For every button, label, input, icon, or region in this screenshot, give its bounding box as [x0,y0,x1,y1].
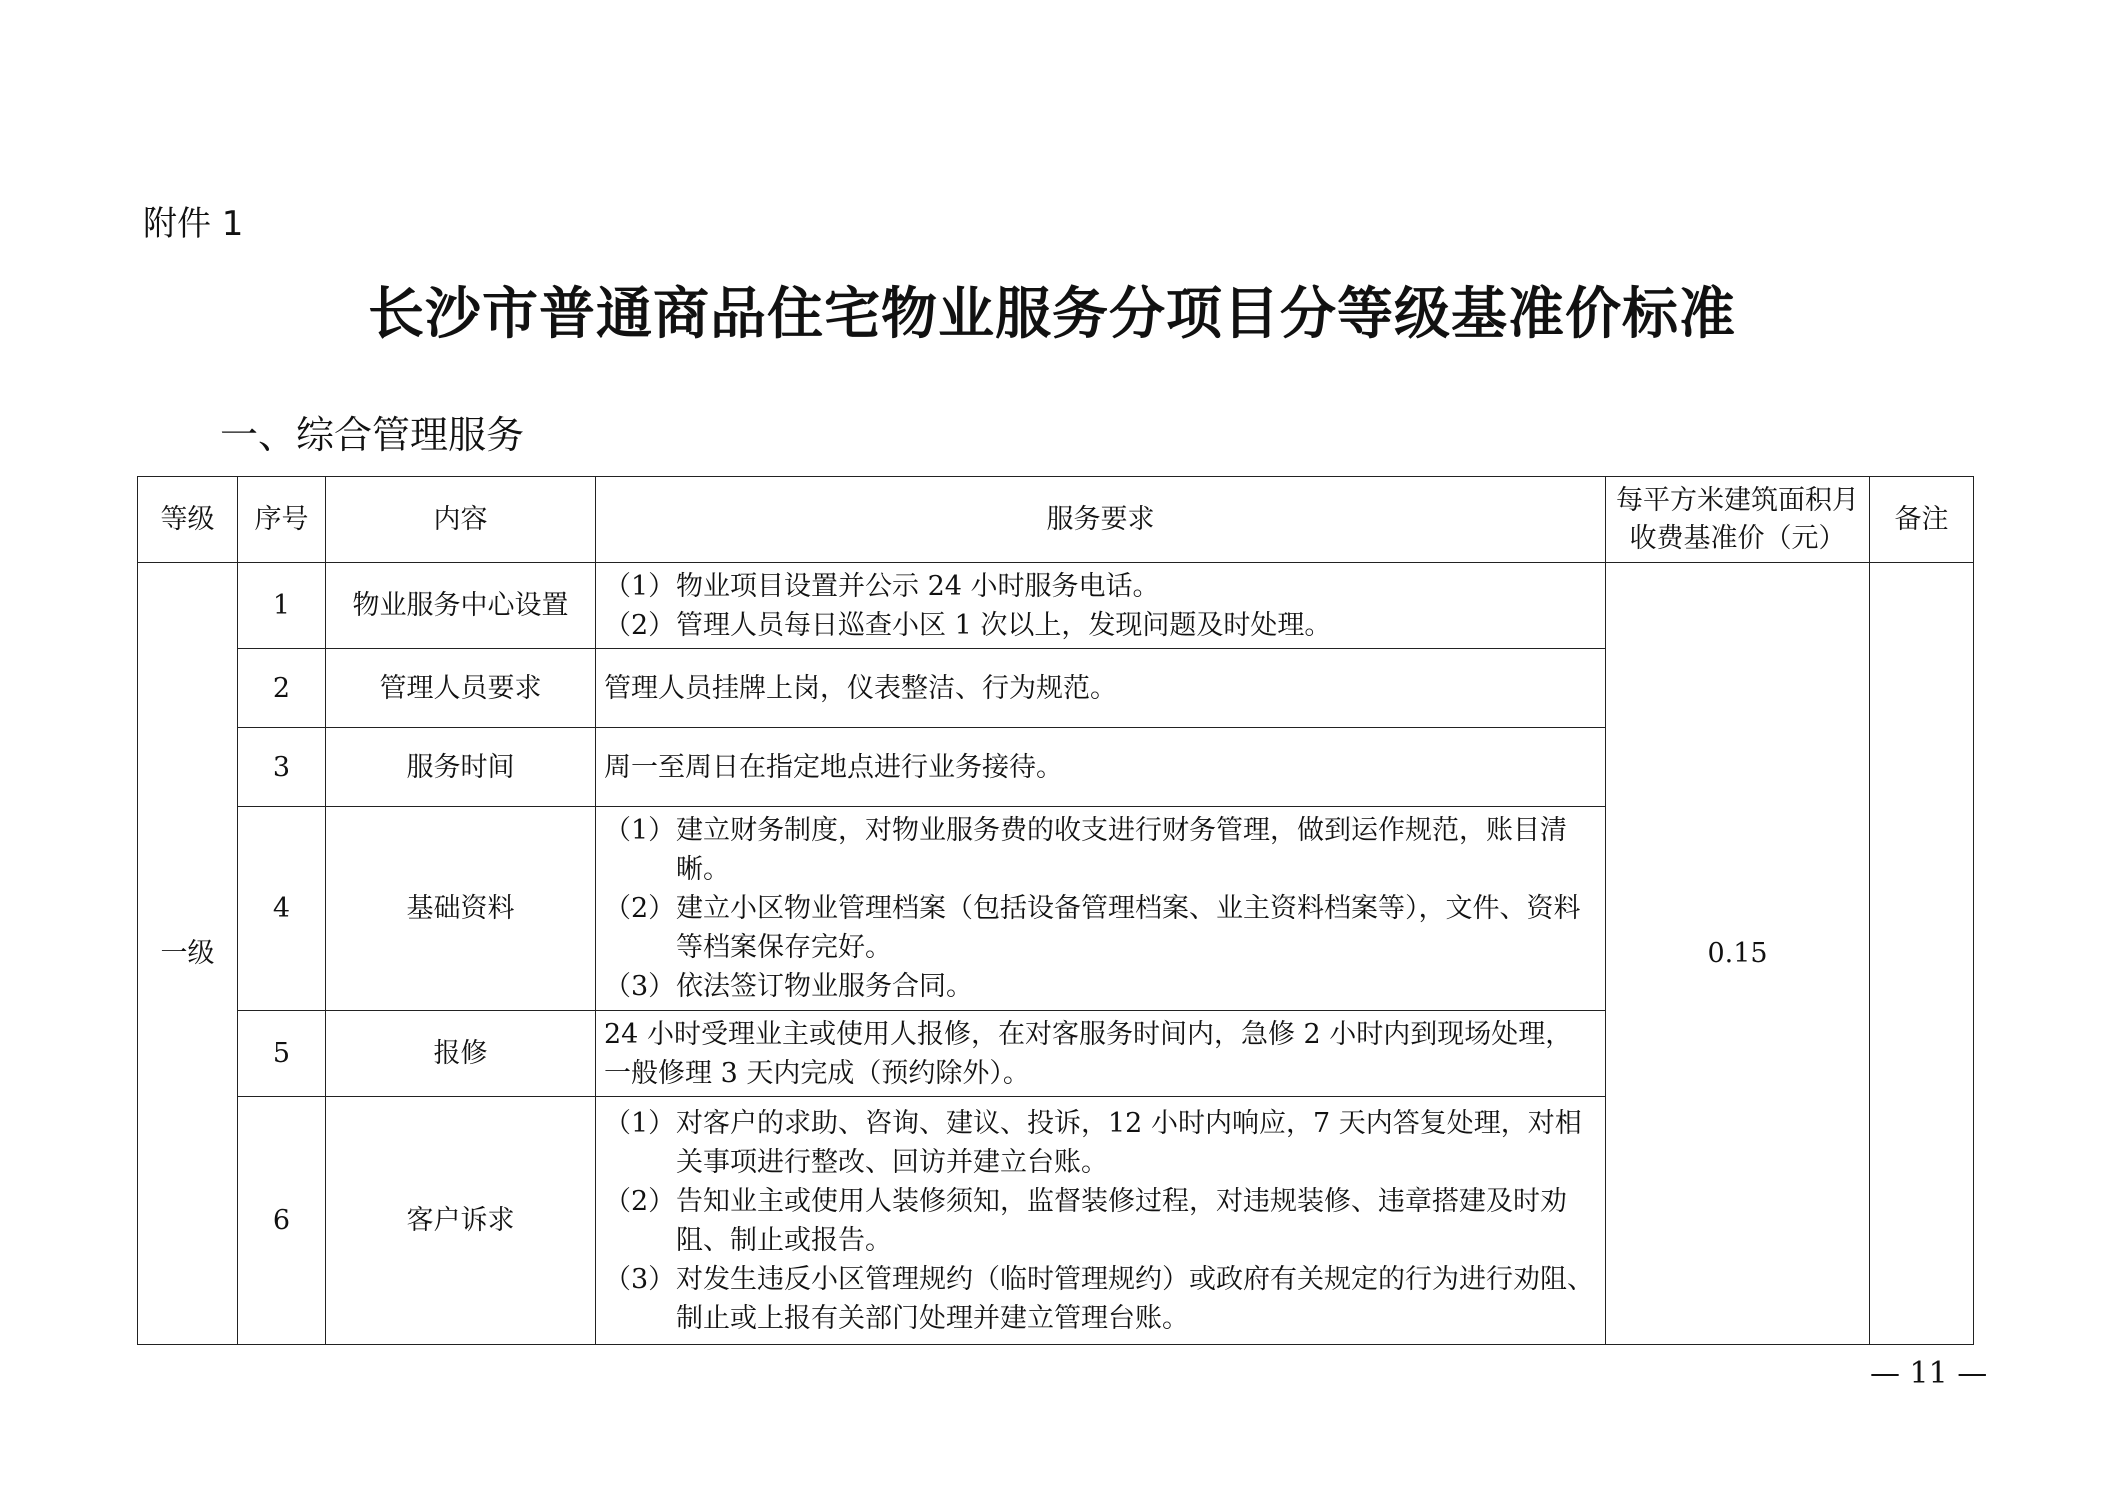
content-cell: 服务时间 [326,728,596,807]
section-heading: 一、综合管理服务 [220,413,525,457]
header-requirements: 服务要求 [596,477,1606,563]
requirement-item: （3）依法签订物业服务合同。 [604,971,973,1002]
requirement-item: （1）建立财务制度，对物业服务费的收支进行财务管理，做到运作规范，账目清晰。 [604,815,1567,885]
table-header-row [138,477,1974,563]
content-cell: 管理人员要求 [326,649,596,728]
seq-cell: 3 [238,728,326,807]
requirements-cell [596,1097,1606,1345]
page-number: — 11 — [1870,1356,1988,1391]
seq-cell: 4 [238,807,326,1011]
requirements-cell [596,563,1606,649]
header-grade: 等级 [138,477,238,563]
requirement-item: （1）对客户的求助、咨询、建议、投诉，12 小时内响应，7 天内答复处理，对相关事项进行整改、回访并建立台账。 [604,1107,1582,1178]
requirement-item: （2）告知业主或使用人装修须知，监督装修过程，对违规装修、违章搭建及时劝阻、制止或报告。 [604,1185,1567,1256]
table-row [138,563,1974,649]
remarks-cell [1870,563,1974,1345]
content-cell: 物业服务中心设置 [326,563,596,649]
requirements-cell: 24 小时受理业主或使用人报修，在对客服务时间内，急修 2 小时内到现场处理，一般修理 3 天内完成（预约除外）。 [596,1011,1606,1097]
seq-cell: 6 [238,1097,326,1345]
grade-cell: 一级 [138,563,238,1345]
requirement-item: （1）物业项目设置并公示 24 小时服务电话。 [604,570,1160,602]
header-price: 每平方米建筑面积月收费基准价（元） [1606,477,1870,563]
content-cell: 基础资料 [326,807,596,1011]
seq-cell: 5 [238,1011,326,1097]
document-title: 长沙市普通商品住宅物业服务分项目分等级基准价标准 [368,282,1736,347]
requirements-cell: 管理人员挂牌上岗，仪表整洁、行为规范。 [596,649,1606,728]
requirements-cell [596,807,1606,1011]
standards-table [137,476,1974,1345]
requirement-item: （3）对发生违反小区管理规约（临时管理规约）或政府有关规定的行为进行劝阻、制止或上报有关部门处理并建立管理台账。 [604,1263,1594,1334]
header-remarks: 备注 [1870,477,1974,563]
requirement-item: （2）建立小区物业管理档案（包括设备管理档案、业主资料档案等），文件、资料等档案保存完好。 [604,893,1581,963]
requirement-item: （2）管理人员每日巡查小区 1 次以上，发现问题及时处理。 [604,609,1332,641]
requirements-cell: 周一至周日在指定地点进行业务接待。 [596,728,1606,807]
header-content: 内容 [326,477,596,563]
attachment-label: 附件 1 [143,204,244,244]
content-cell: 报修 [326,1011,596,1097]
content-cell: 客户诉求 [326,1097,596,1345]
seq-cell: 2 [238,649,326,728]
seq-cell: 1 [238,563,326,649]
header-seq: 序号 [238,477,326,563]
price-cell: 0.15 [1606,563,1870,1345]
